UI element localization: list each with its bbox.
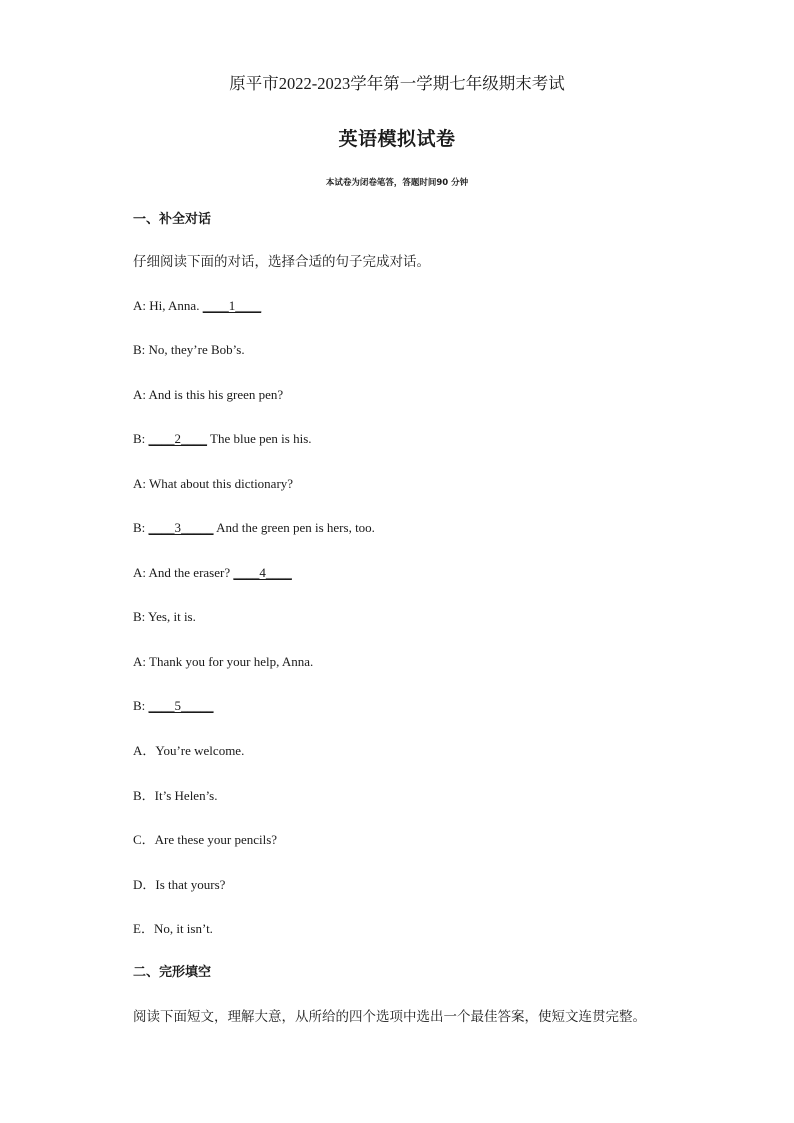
dialog-text: B: — [133, 698, 149, 713]
dialog-line — [133, 475, 293, 493]
option-e: E．No, it isn’t. — [133, 921, 213, 936]
section1-instruction: 仔细阅读下面的对话，选择合适的句子完成对话。 — [133, 254, 430, 270]
answer-blank-1: ____1____ — [202, 298, 262, 313]
dialog-text: A: Thank you for your help, Anna. — [133, 654, 314, 669]
dialog-text: And the green pen is hers, too. — [213, 520, 375, 535]
dialog-text: A: And the eraser? — [133, 565, 234, 580]
dialog-line — [133, 341, 245, 359]
section2-heading: 二、完形填空 — [133, 965, 212, 980]
answer-blank-4: ____4____ — [233, 565, 292, 580]
dialog-text: B: Yes, it is. — [133, 609, 196, 624]
dialog-line — [133, 386, 283, 404]
option-a: A．You’re welcome. — [133, 743, 245, 758]
dialog-line — [133, 519, 375, 537]
option-c: C．Are these your pencils? — [133, 832, 278, 847]
section2-instruction: 阅读下面短文，理解大意，从所给的四个选项中选出一个最佳答案，使短文连贯完整。 — [133, 1009, 646, 1025]
dialog-line — [133, 653, 313, 671]
dialog-text: A: And is this his green pen? — [133, 387, 284, 402]
answer-blank-3: ____3_____ — [148, 520, 214, 535]
answer-blank-2: ____2____ — [148, 431, 208, 446]
exam-note: 本试卷为闭卷笔答，答题时间90 分钟 — [325, 178, 469, 188]
dialog-text: A: What about this dictionary? — [133, 476, 294, 491]
dialog-text: B: — [133, 431, 149, 446]
dialog-line — [133, 564, 292, 582]
dialog-line — [133, 697, 214, 715]
option-d: D．Is that yours? — [133, 877, 226, 892]
section1-heading: 一、补全对话 — [133, 212, 212, 227]
dialog-text: B: No, they’re Bob’s. — [133, 342, 245, 357]
dialog-text: A: Hi, Anna. — [133, 298, 203, 313]
dialog-line — [133, 430, 312, 448]
dialog-line — [133, 608, 196, 626]
option-b: B．It’s Helen’s. — [133, 788, 218, 803]
dialog-text: B: — [133, 520, 149, 535]
answer-blank-5: ____5_____ — [148, 698, 214, 713]
exam-sub-title: 英语模拟试卷 — [338, 128, 456, 150]
dialog-line — [133, 297, 261, 315]
exam-main-title: 原平市2022-2023学年第一学期七年级期末考试 — [229, 74, 565, 93]
dialog-text: The blue pen is his. — [207, 431, 312, 446]
